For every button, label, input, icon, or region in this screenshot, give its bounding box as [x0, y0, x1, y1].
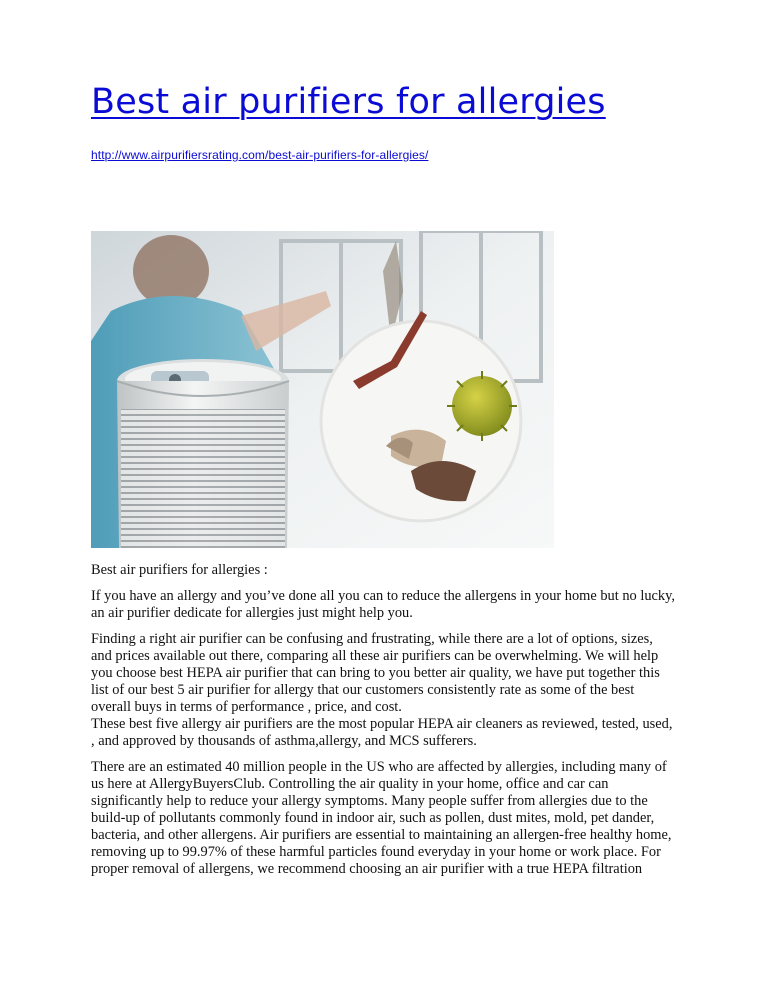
paragraph-line: and prices available out there, comparing all these air purifiers can be overwhelming. We will help	[91, 648, 659, 664]
paragraph-2	[91, 631, 686, 750]
paragraph-line: build-up of pollutants commonly found in indoor air, such as pollen, dust mites, mold, pet dander,	[91, 810, 655, 826]
paragraph-line: us here at AllergyBuyersClub. Controlling the air quality in your home, office and car can	[91, 776, 609, 792]
paragraph-line: overall buys in terms of performance , price, and cost.	[91, 699, 402, 715]
paragraph-line: If you have an allergy and you’ve done all you can to reduce the allergens in your home but no lucky,	[91, 588, 675, 604]
paragraph-3	[91, 759, 686, 878]
paragraph-line: an air purifier dedicate for allergies just might help you.	[91, 605, 413, 621]
paragraph-line: bacteria, and other allergens. Air purifiers are essential to maintaining an allergen-free healthy home,	[91, 827, 672, 843]
paragraph-line: proper removal of allergens, we recommend choosing an air purifier with a true HEPA filtration	[91, 861, 643, 877]
paragraph-line: , and approved by thousands of asthma,allergy, and MCS sufferers.	[91, 733, 477, 749]
page-title: Best air purifiers for allergies	[91, 82, 606, 122]
paragraph-line: significantly help to reduce your allergy symptoms. Many people suffer from allergies due to the	[91, 793, 648, 809]
paragraph-line: There are an estimated 40 million people in the US who are affected by allergies, including many of	[91, 759, 667, 775]
paragraph-line: list of our best 5 air purifier for allergy that our customers consistently rate as some of the best	[91, 682, 635, 698]
paragraph-line: These best five allergy air purifiers are the most popular HEPA air cleaners as reviewed, tested, used,	[91, 716, 673, 732]
air-purifier-photo	[91, 231, 554, 548]
paragraph-line: removing up to 99.97% of these harmful particles found everyday in your home or work place. For	[91, 844, 661, 860]
source-url-link[interactable]: http://www.airpurifiersrating.com/best-air-purifiers-for-allergies/	[91, 148, 429, 162]
caption-paragraph	[91, 562, 686, 579]
paragraph-line: you choose best HEPA air purifier that can bring to you better air quality, we have put together this	[91, 665, 660, 681]
caption-line: Best air purifiers for allergies :	[91, 562, 268, 578]
paragraph-line: Finding a right air purifier can be confusing and frustrating, while there are a lot of options, sizes,	[91, 631, 653, 647]
paragraph-1	[91, 588, 686, 622]
article-body	[91, 562, 686, 887]
